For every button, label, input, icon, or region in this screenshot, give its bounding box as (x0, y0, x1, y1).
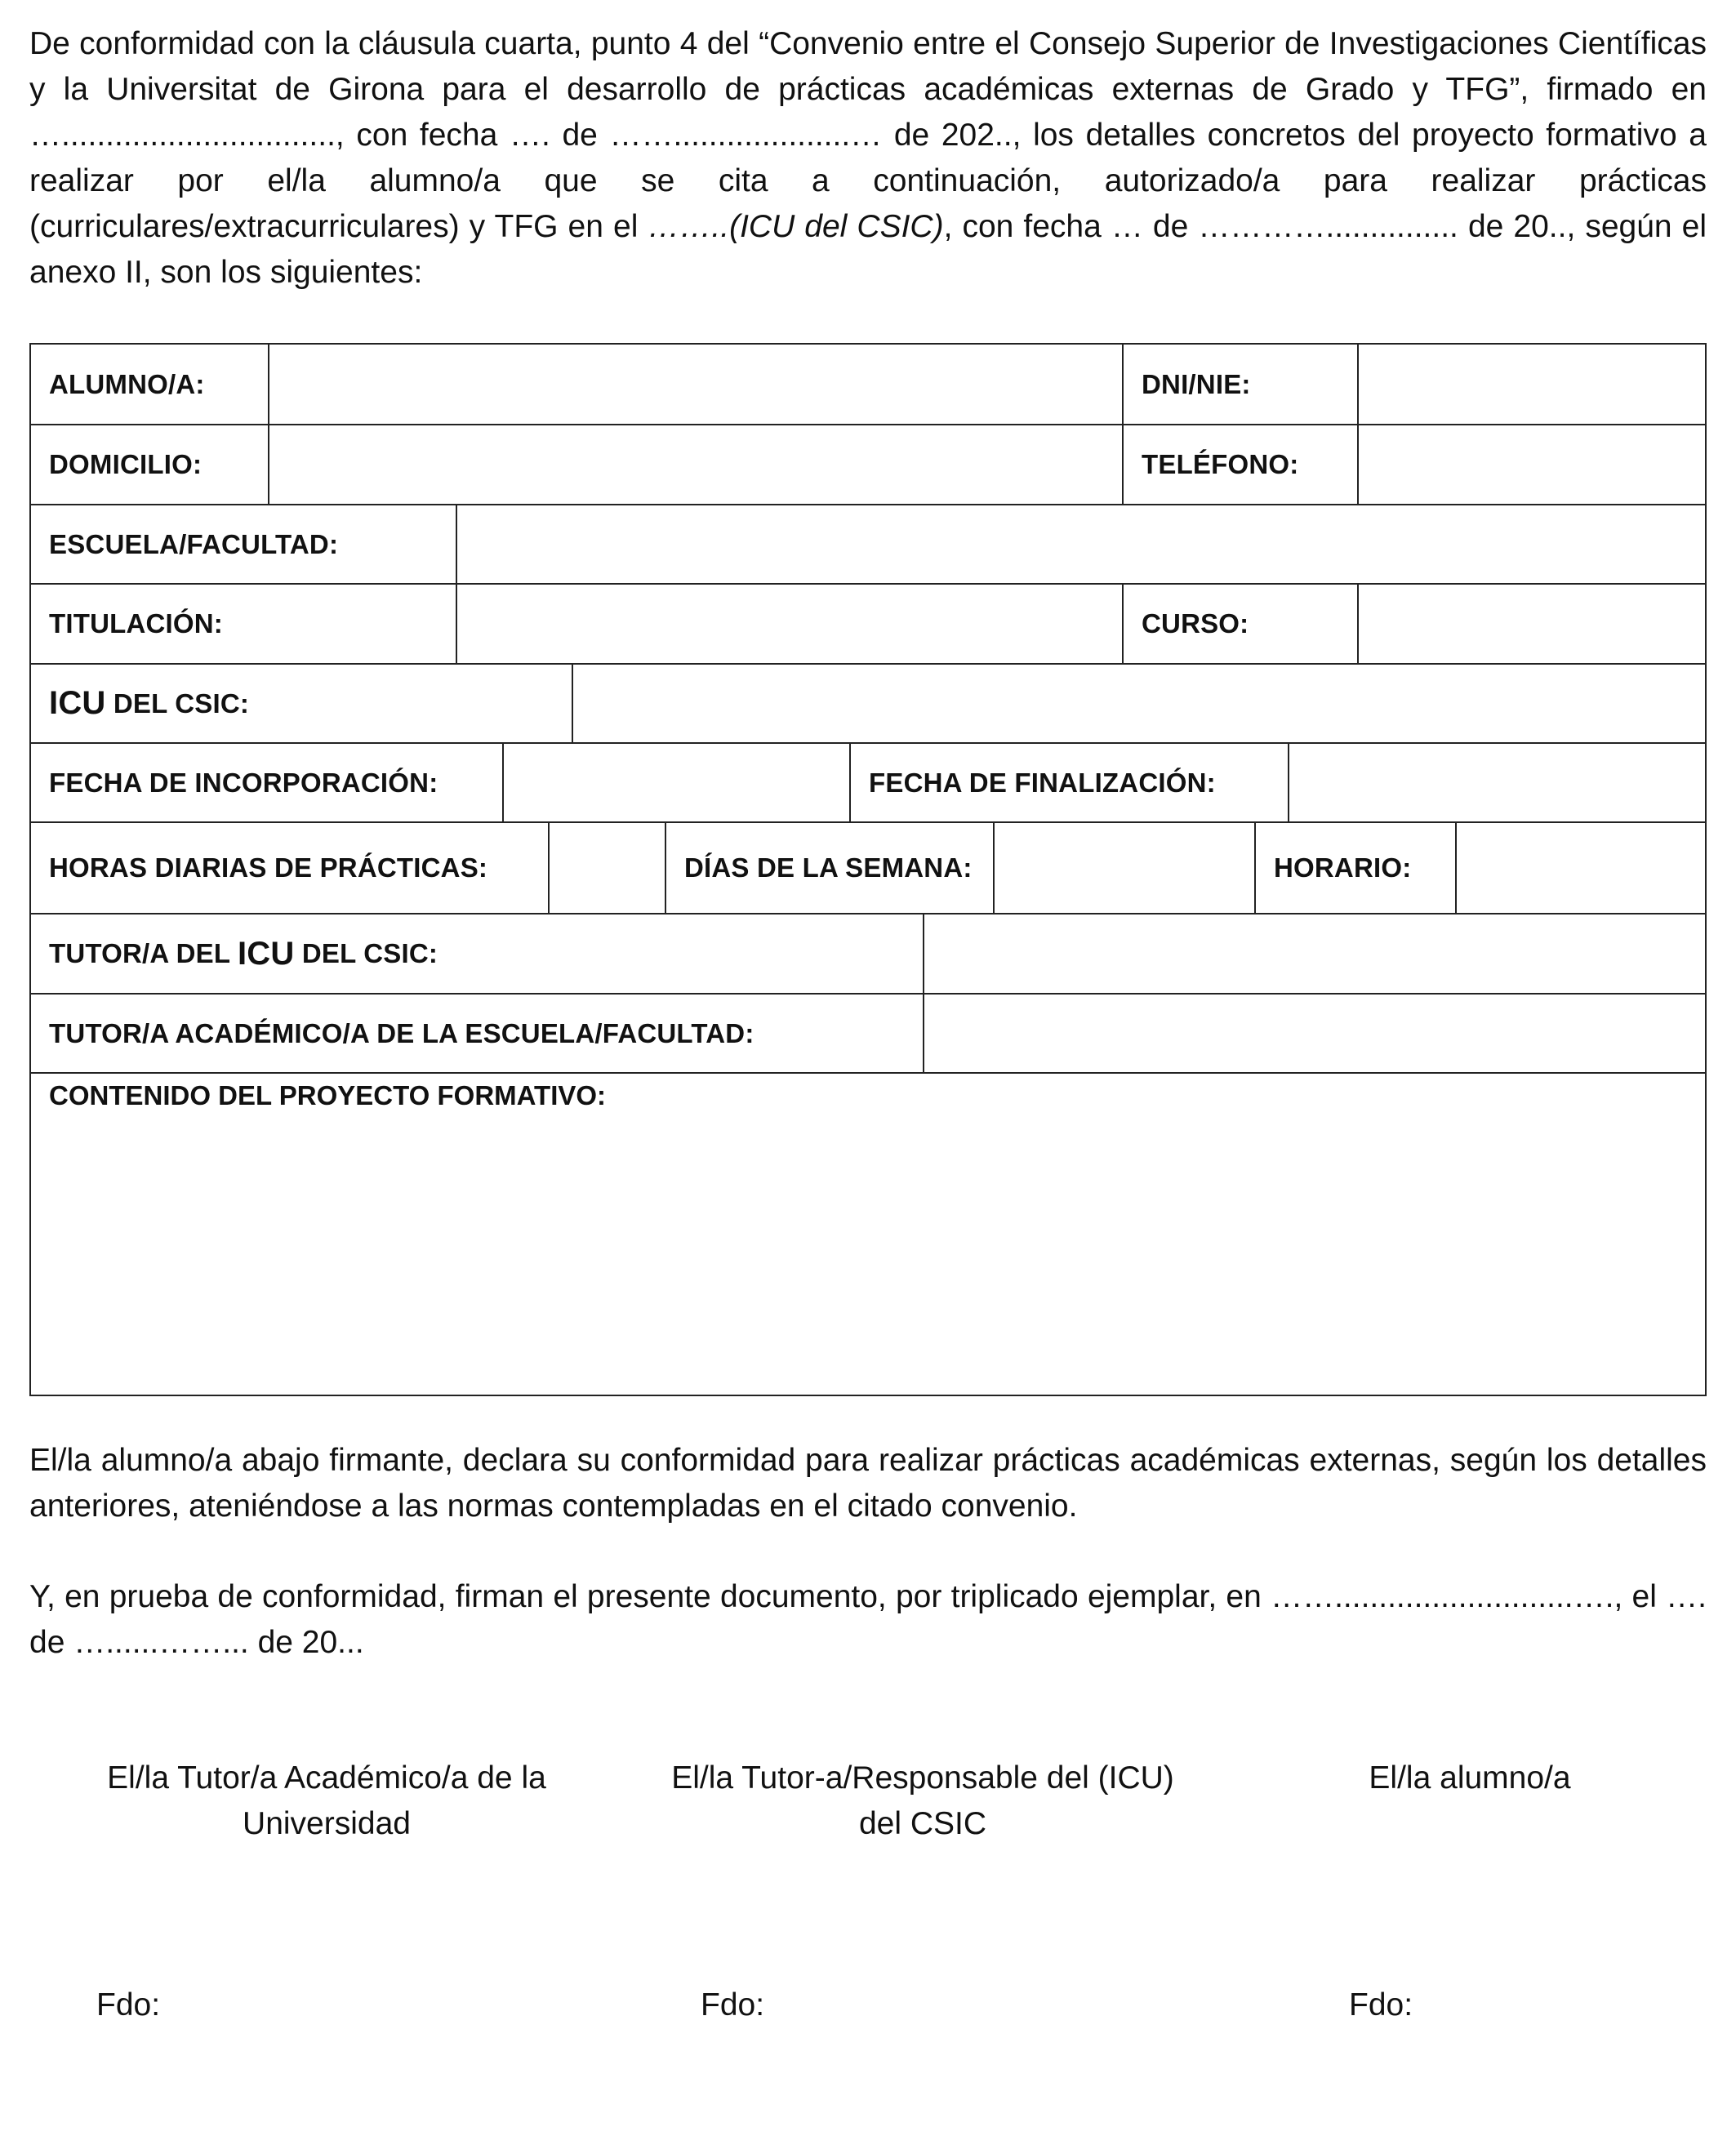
field-escuela[interactable] (456, 505, 1707, 583)
label-fecha-finalizacion: FECHA DE FINALIZACIÓN: (849, 744, 1288, 821)
field-domicilio[interactable] (268, 425, 1122, 504)
icu-placeholder: ……..(ICU del CSIC) (648, 209, 944, 244)
form-row-icu (31, 663, 1705, 742)
label-horas-diarias: HORAS DIARIAS DE PRÁCTICAS: (49, 852, 488, 883)
fdo-tutor-csic: Fdo: (701, 1987, 765, 2023)
label-dias-semana: DÍAS DE LA SEMANA: (665, 823, 993, 913)
label-fecha-incorporacion: FECHA DE INCORPORACIÓN: (49, 767, 438, 798)
label-domicilio: DOMICILIO: (49, 449, 203, 479)
declaration-paragraph: El/la alumno/a abajo firmante, declara su conformidad para realizar prácticas académicas externas, según los detalles anteriores, ateniéndose a las normas contempladas en el citado convenio. (29, 1443, 1707, 1524)
field-horario[interactable] (1455, 823, 1707, 913)
signature-tutor-academico: El/la Tutor/a Académico/a de la Universidad (107, 1760, 546, 1841)
form-row-alumno (31, 345, 1705, 424)
fdo-tutor-academico: Fdo: (96, 1987, 161, 2023)
form-row-domicilio (31, 424, 1705, 504)
label-dni: DNI/NIE: (1122, 345, 1357, 424)
signature-alumno: El/la alumno/a (1369, 1760, 1571, 1796)
field-curso[interactable] (1357, 585, 1707, 663)
label-alumno: ALUMNO/A: (49, 368, 205, 399)
form-row-tutor-academico (31, 993, 1705, 1072)
fdo-alumno: Fdo: (1349, 1987, 1413, 2023)
label-horario: HORARIO: (1254, 823, 1455, 913)
field-telefono[interactable] (1357, 425, 1707, 504)
field-fecha-finalizacion[interactable] (1288, 744, 1707, 821)
form-row-tutor-icu (31, 913, 1705, 993)
field-alumno[interactable] (268, 345, 1122, 424)
training-project-form (29, 343, 1707, 1396)
field-tutor-academico[interactable] (923, 995, 1707, 1072)
field-tutor-icu[interactable] (923, 914, 1707, 993)
field-horas-diarias[interactable] (548, 823, 665, 913)
label-escuela: ESCUELA/FACULTAD: (49, 528, 339, 559)
label-icu: ICU DEL CSIC: (49, 685, 250, 721)
form-row-escuela (31, 504, 1705, 583)
label-tutor-icu: TUTOR/A DEL ICU DEL CSIC: (49, 935, 438, 972)
label-titulacion: TITULACIÓN: (49, 608, 223, 639)
signature-tutor-csic: El/la Tutor-a/Responsable del (ICU) del CSIC (671, 1760, 1174, 1841)
form-row-horario (31, 821, 1705, 913)
form-row-fechas (31, 742, 1705, 821)
label-contenido: CONTENIDO DEL PROYECTO FORMATIVO: (49, 1080, 607, 1110)
field-fecha-incorporacion[interactable] (502, 744, 849, 821)
field-dni[interactable] (1357, 345, 1707, 424)
label-tutor-academico: TUTOR/A ACADÉMICO/A DE LA ESCUELA/FACULTAD: (49, 1017, 754, 1048)
field-icu[interactable] (572, 665, 1707, 742)
field-titulacion[interactable] (456, 585, 1122, 663)
label-curso: CURSO: (1122, 585, 1357, 663)
label-telefono: TELÉFONO: (1122, 425, 1357, 504)
proof-paragraph: Y, en prueba de conformidad, firman el presente documento, por triplicado ejemplar, en ……...........................…., el …. de …......……... de 20... (29, 1579, 1707, 1660)
field-dias-semana[interactable] (993, 823, 1254, 913)
form-row-contenido[interactable] (31, 1072, 1705, 1395)
form-row-titulacion (31, 583, 1705, 663)
intro-paragraph: De conformidad con la cláusula cuarta, punto 4 del “Convenio entre el Consejo Superior de Investigaciones Científicas y la Universitat de Girona para el desarrollo de prácticas académicas externas de Grado y TFG”, firmado en …..............................., con fecha …. de ……....................… de 202.., los detalles concretos del proyecto formativo a realizar por el/la alumno/a que se cita a continuación, autorizado/a para realizar prácticas (curriculares/extracurriculares) y TFG en el ……..(ICU del CSIC), con fecha … de …………............... de 20.., según el anexo II, son los siguientes: (29, 26, 1707, 290)
